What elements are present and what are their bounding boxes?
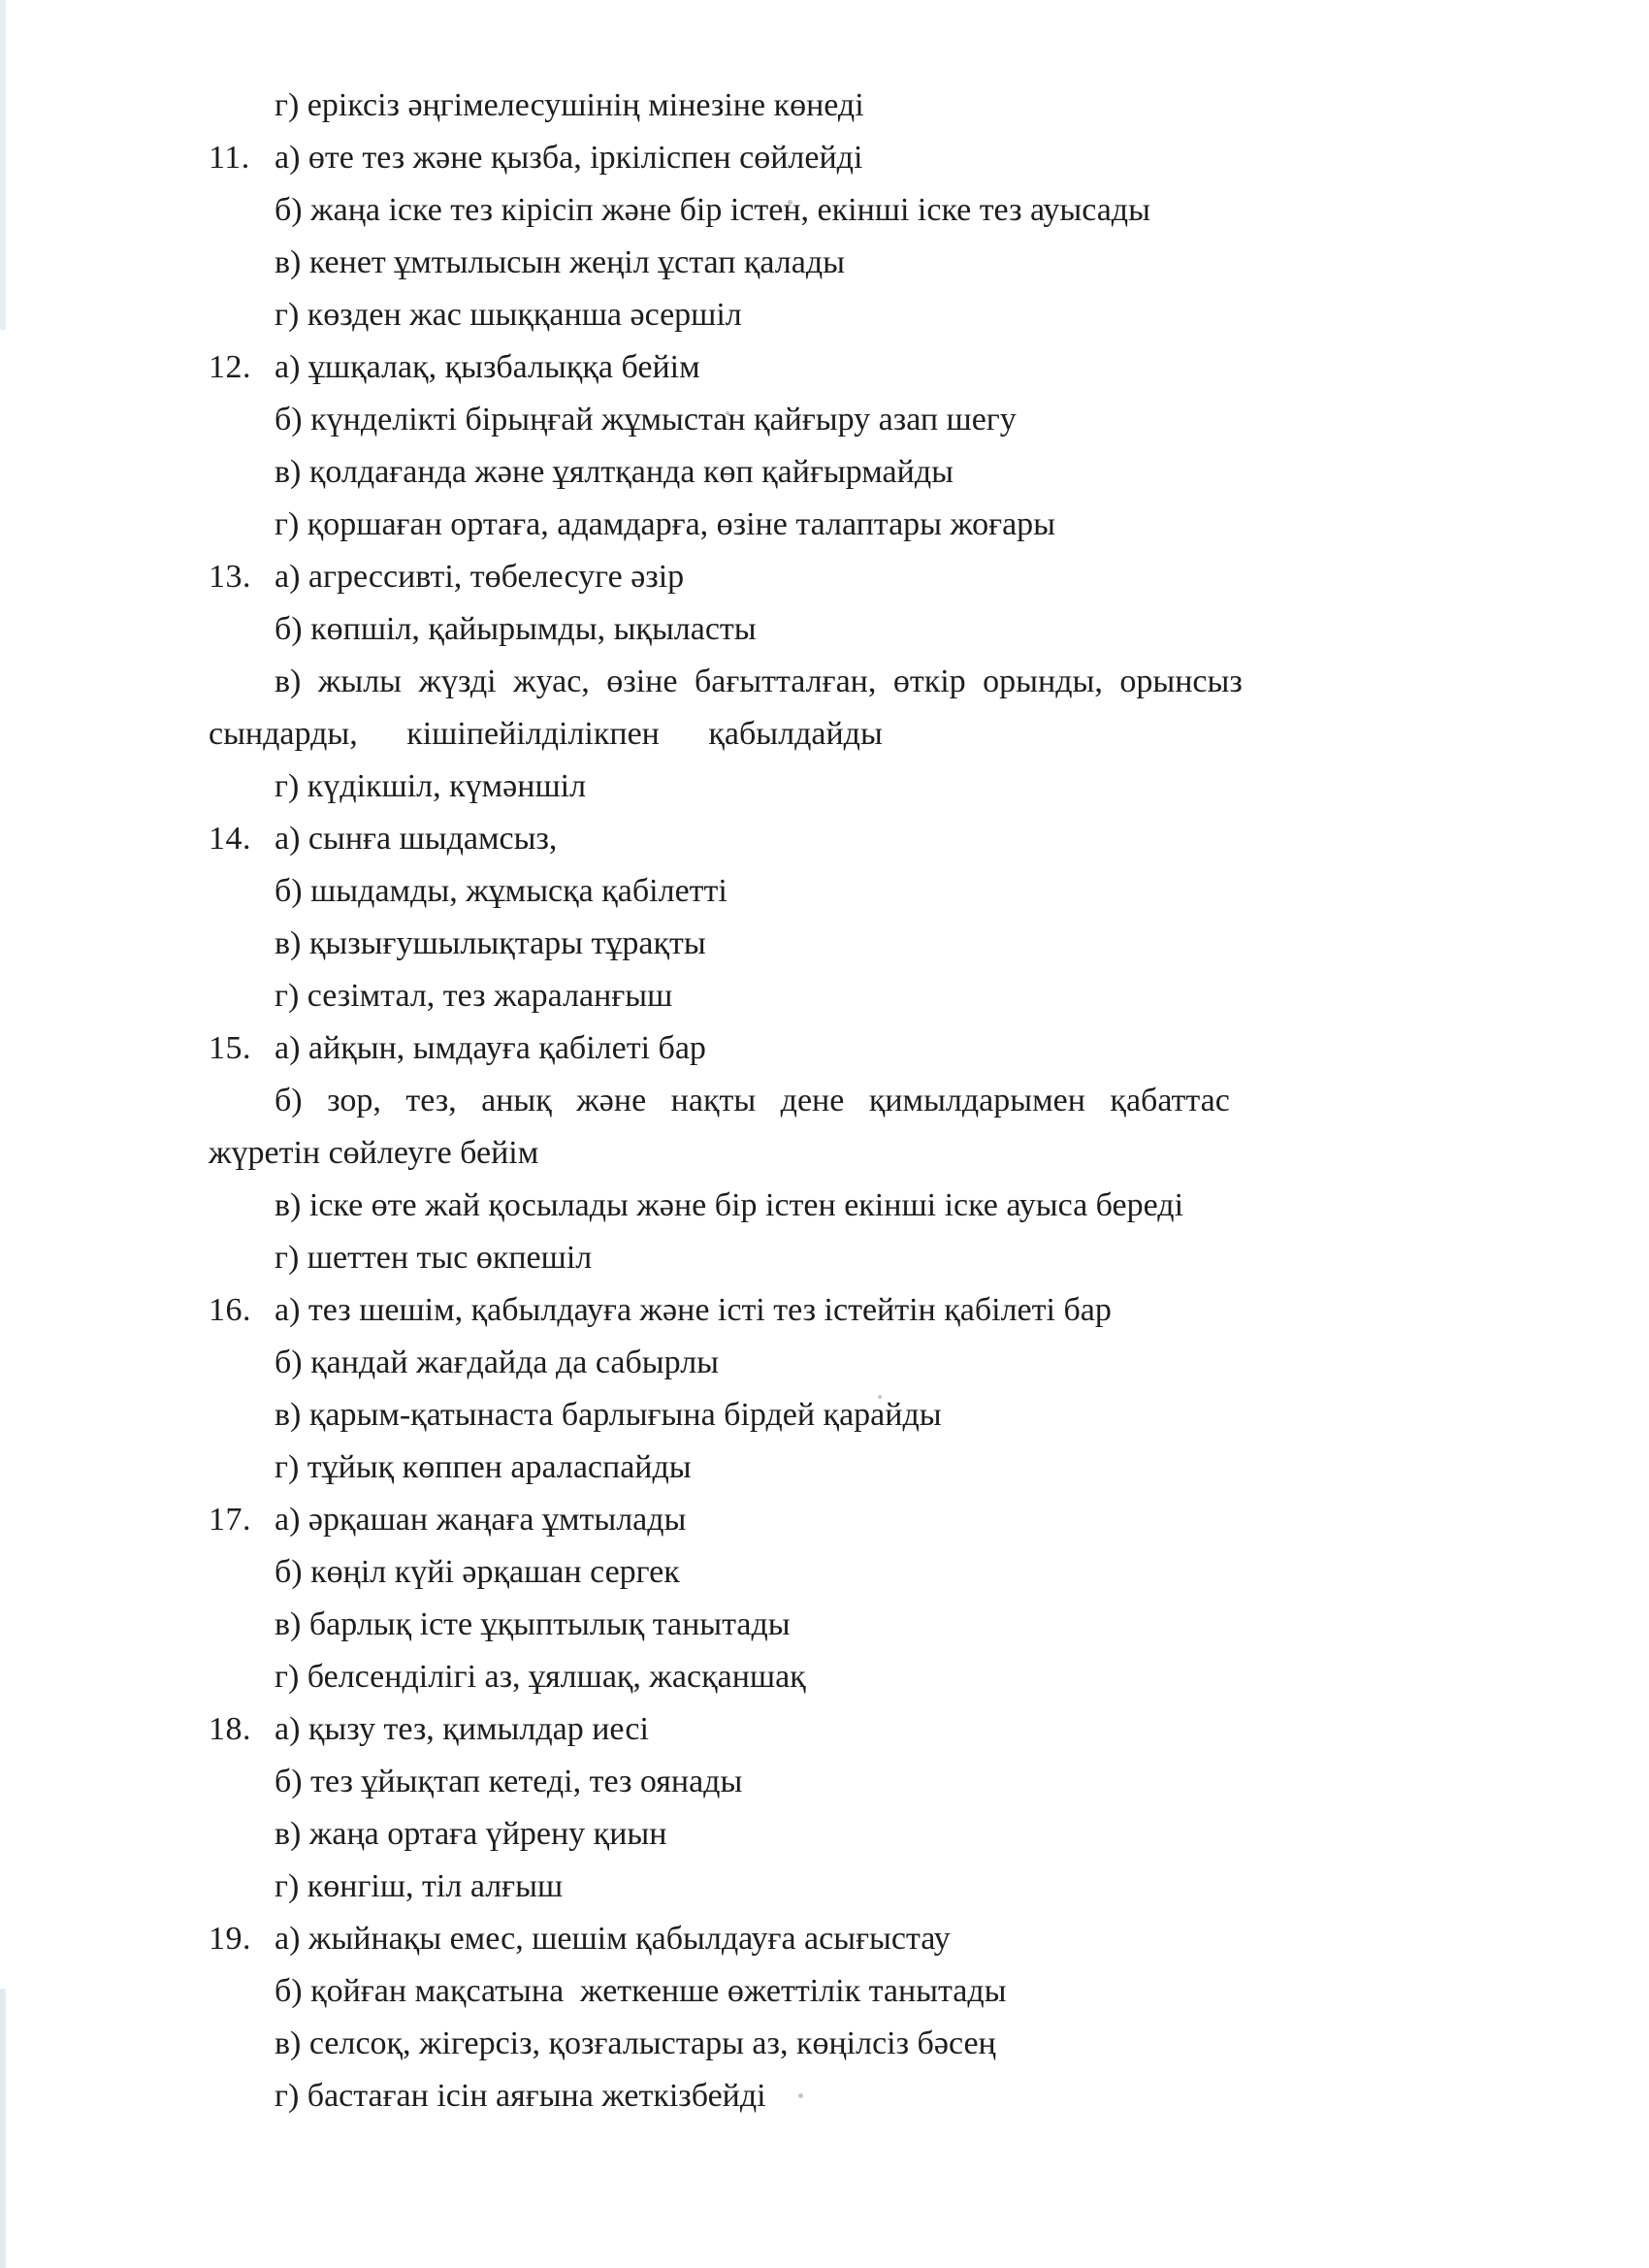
option-line (209, 2018, 1295, 2070)
option-line (209, 1808, 1295, 1861)
line-text: г) қоршаған ортаға, адамдарға, өзіне талаптары жоғары (275, 506, 1056, 542)
option-line (209, 918, 1295, 970)
line-text: г) бастаған ісін аяғына жеткізбейді (275, 2078, 766, 2114)
option-line (209, 289, 1295, 341)
line-text: б) зор, тез, анық және нақты дене қимылдарымен қабаттас (275, 1083, 1230, 1118)
question-line (209, 341, 1295, 394)
line-text: в) қолдағанда және ұялтқанда көп қайғырмайды (275, 454, 954, 490)
option-line (209, 1442, 1295, 1494)
question-number: 11. (209, 140, 250, 176)
line-text: в) жылы жүзді жуас, өзіне бағытталған, өткір орынды, орынсыз (275, 664, 1243, 699)
question-number: 17. (209, 1502, 251, 1538)
option-line (209, 761, 1295, 813)
question-line (209, 1284, 1295, 1337)
option-line (209, 1180, 1295, 1232)
line-text: в) барлық істе ұқыптылық танытады (275, 1606, 791, 1642)
option-line (209, 1546, 1295, 1599)
line-text: б) көңіл күйі әрқашан сергек (275, 1554, 680, 1590)
question-line (209, 1703, 1295, 1756)
option-line (209, 2070, 1295, 2122)
option-line (209, 1337, 1295, 1389)
option-line (209, 865, 1295, 918)
option-line (209, 446, 1295, 499)
question-line (209, 132, 1295, 184)
line-text: б) көпшіл, қайырымды, ықыласты (275, 611, 757, 647)
line-text: в) селсоқ, жігерсіз, қозғалыстары аз, көңілсіз бәсең (275, 2025, 996, 2061)
question-number: 14. (209, 821, 251, 857)
line-text: а) ұшқалақ, қызбалыққа бейім (275, 349, 700, 385)
line-text: в) қарым-қатынаста барлығына бірдей қарайды (275, 1397, 942, 1433)
question-line (209, 1022, 1295, 1075)
line-text: в) іске өте жай қосылады және бір істен екінші іске ауыса береді (275, 1187, 1184, 1223)
question-line (209, 1913, 1295, 1965)
line-text: в) жаңа ортаға үйрену қиын (275, 1816, 667, 1852)
option-line (209, 184, 1295, 237)
line-text: сындарды, кішіпейілділікпен қабылдайды (209, 716, 883, 752)
line-text: г) белсенділігі аз, ұялшақ, жасқаншақ (275, 1659, 806, 1695)
line-text: а) жыйнақы емес, шешім қабылдауға асығыстау (275, 1921, 951, 1957)
line-text: б) қандай жағдайда да сабырлы (275, 1345, 720, 1380)
line-text: а) сынға шыдамсыз, (275, 821, 558, 857)
line-text: б) жаңа іске тез кірісіп және бір істен, екінші іске тез ауысады (275, 192, 1150, 228)
option-line (209, 1651, 1295, 1703)
line-text: а) тез шешім, қабылдауға және істі тез істейтін қабілеті бар (275, 1292, 1112, 1328)
line-text: г) күдікшіл, күмәншіл (275, 768, 587, 804)
option-line (209, 603, 1295, 656)
option-line (209, 237, 1295, 289)
question-line (209, 1494, 1295, 1546)
question-number: 13. (209, 559, 251, 595)
line-text: а) агрессивті, төбелесуге әзір (275, 559, 685, 595)
line-text: а) айқын, ымдауға қабілеті бар (275, 1030, 706, 1066)
option-line (209, 1861, 1295, 1913)
line-text: а) әрқашан жаңаға ұмтылады (275, 1502, 687, 1538)
question-number: 16. (209, 1292, 251, 1328)
line-text: б) тез ұйықтап кетеді, тез оянады (275, 1764, 743, 1799)
line-text: в) қызығушылықтары тұрақты (275, 925, 706, 961)
option-line (209, 708, 1295, 761)
option-line (209, 1389, 1295, 1442)
option-line (209, 394, 1295, 446)
edge-artifact-segment (0, 0, 6, 330)
line-text: г) еріксіз әңгімелесушінің мінезіне көнеді (275, 87, 864, 123)
line-text: жүретін сөйлеуге бейім (209, 1135, 539, 1171)
option-line (209, 1232, 1295, 1284)
line-text: г) тұйық көппен араласпайды (275, 1449, 692, 1485)
option-line (209, 1127, 1295, 1180)
line-text: в) кенет ұмтылысын жеңіл ұстап қалады (275, 244, 845, 280)
question-number: 15. (209, 1030, 251, 1066)
line-text: г) көзден жас шыққанша әсершіл (275, 297, 742, 333)
option-line (209, 1075, 1295, 1127)
question-number: 12. (209, 349, 251, 385)
question-number: 18. (209, 1711, 251, 1747)
question-number: 19. (209, 1921, 251, 1957)
line-text: г) сезімтал, тез жараланғыш (275, 978, 673, 1014)
option-line (209, 970, 1295, 1022)
questionnaire-text (209, 80, 1295, 2122)
line-text: г) шеттен тыс өкпешіл (275, 1240, 593, 1276)
option-line (209, 656, 1295, 708)
line-text: б) шыдамды, жұмысқа қабілетті (275, 873, 728, 909)
option-line (209, 499, 1295, 551)
option-line (209, 80, 1295, 132)
line-text: б) күнделікті бірыңғай жұмыстан қайғыру азап шегу (275, 402, 1017, 437)
edge-artifact-segment (0, 1989, 6, 2268)
question-line (209, 551, 1295, 603)
option-line (209, 1756, 1295, 1808)
option-line (209, 1599, 1295, 1651)
option-line (209, 1965, 1295, 2018)
line-text: а) өте тез және қызба, іркіліспен сөйлейді (275, 140, 863, 176)
line-text: б) қойған мақсатына жеткенше өжеттілік танытады (275, 1973, 1007, 2009)
line-text: г) көнгіш, тіл алғыш (275, 1868, 564, 1904)
line-text: а) қызу тез, қимылдар иесі (275, 1711, 649, 1747)
question-line (209, 813, 1295, 865)
